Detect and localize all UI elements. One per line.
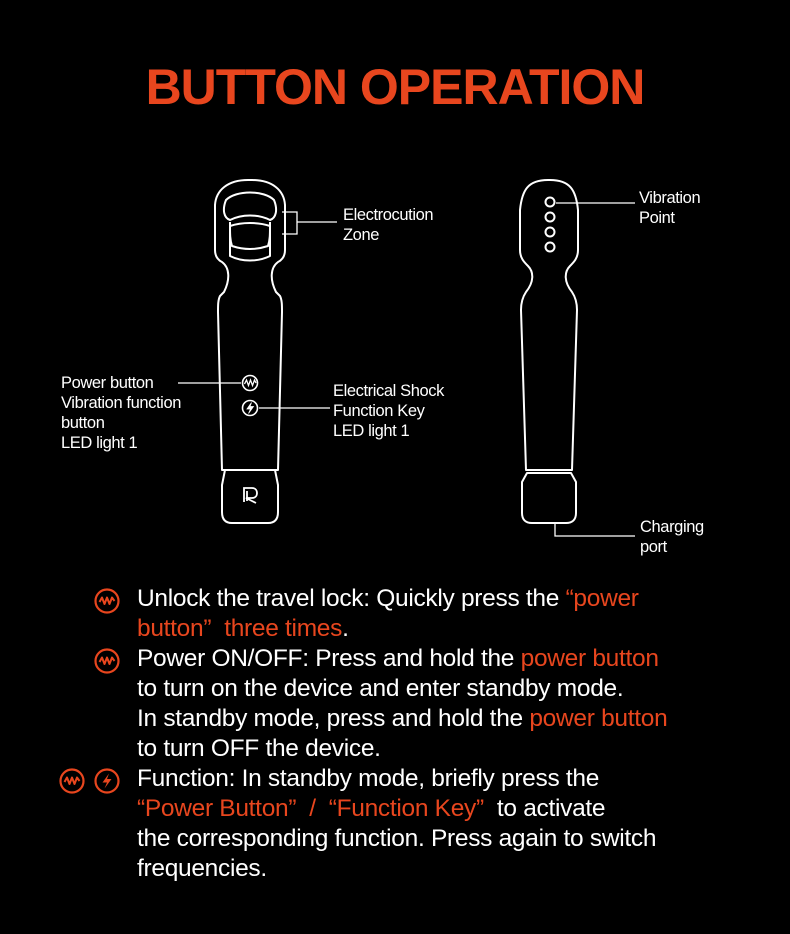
shock-key-icon [243,401,258,416]
instruction-line [137,584,639,614]
instruction-unlock [137,584,639,644]
instruction-line [137,614,639,644]
lightning-icon [93,767,121,795]
vibration-wave-icon [58,767,86,795]
instruction-text: frequencies. [137,855,267,882]
instruction-line [137,644,667,674]
instruction-line [137,824,656,854]
instruction-line [137,764,656,794]
highlight-text: power button [520,645,659,672]
highlight-text: button” three times [137,615,343,642]
instruction-text: the corresponding function. Press again to switch [137,825,657,852]
electrocution-leader [282,212,337,234]
instruction-line [137,794,656,824]
instruction-text: Power ON/OFF: Press and hold the [137,645,521,672]
power-button-icon [243,376,258,391]
vibration-wave-icon [93,647,121,675]
electrocution-zone-label: Electrocution Zone [343,206,434,244]
vibration-wave-icon [93,587,121,615]
instruction-text: to turn on the device and enter standby mode. [137,675,624,702]
instruction-line [137,734,667,764]
highlight-text: power button [529,705,668,732]
page-title: BUTTON OPERATION [145,59,645,115]
instruction-line [137,854,656,884]
device-back-view [520,180,578,523]
vibration-point-label: Vibration Point [639,189,701,227]
instruction-power [137,644,667,764]
brand-logo-icon [244,488,257,503]
instruction-text: . [342,615,349,642]
charging-port-label: Charging port [640,518,704,556]
instruction-text: Unlock the travel lock: Quickly press the [137,585,566,612]
device-front-view [215,180,285,523]
highlight-text: “power [565,585,639,612]
highlight-text: “Power Button” / “Function Key” [137,795,484,822]
power-button-label: Power button Vibration function button LED light 1 [61,374,181,452]
instruction-text: to turn OFF the device. [137,735,381,762]
shock-key-label: Electrical Shock Function Key LED light 1 [333,382,444,440]
instruction-function [137,764,656,884]
instruction-line [137,674,667,704]
instruction-text: Function: In standby mode, briefly press the [137,765,600,792]
instruction-text: to activate [483,795,606,822]
charging-port-leader [555,523,635,536]
instruction-line [137,704,667,734]
instruction-text: In standby mode, press and hold the [137,705,530,732]
